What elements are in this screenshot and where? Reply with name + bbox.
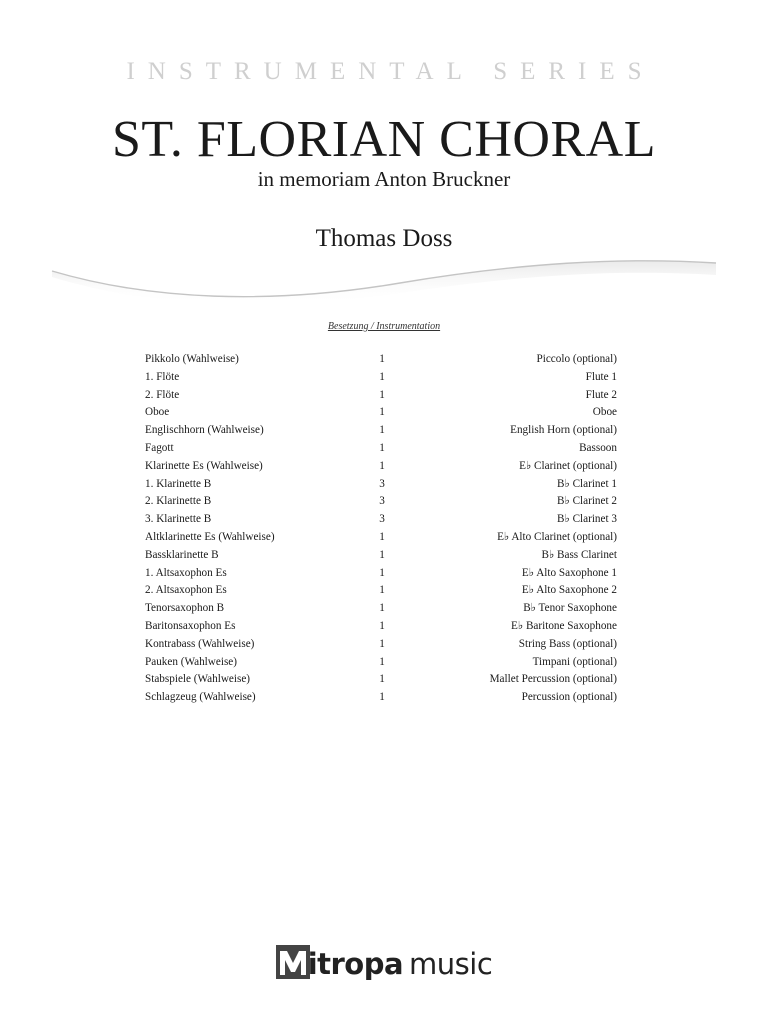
instrument-german: 1. Altsaxophon Es (145, 566, 227, 579)
instrument-german: Englischhorn (Wahlweise) (145, 424, 264, 437)
instrument-english: String Bass (optional) (518, 637, 617, 650)
instrument-row (145, 565, 617, 583)
instrument-count: 1 (379, 441, 385, 454)
instrument-english: Bassoon (579, 441, 617, 454)
instrumentation-list (145, 351, 617, 707)
instrument-count: 1 (379, 602, 385, 615)
instrument-english: English Horn (optional) (510, 424, 617, 437)
instrument-english: B♭ Clarinet 3 (557, 513, 617, 526)
instrument-count: 1 (379, 655, 385, 668)
instrument-german: 2. Flöte (145, 388, 180, 401)
instrument-english: B♭ Clarinet 2 (557, 495, 617, 508)
instrument-english: E♭ Clarinet (optional) (519, 459, 617, 472)
instrument-count: 1 (379, 691, 385, 704)
instrument-count: 1 (379, 388, 385, 401)
instrument-german: 1. Klarinette B (145, 477, 212, 490)
instrument-english: B♭ Bass Clarinet (541, 548, 617, 561)
instrument-row (145, 636, 617, 654)
instrument-german: Stabspiele (Wahlweise) (145, 673, 251, 686)
instrument-count: 1 (379, 566, 385, 579)
instrument-german: Schlagzeug (Wahlweise) (145, 691, 256, 704)
instrument-english: Mallet Percussion (optional) (489, 673, 617, 686)
instrument-english: E♭ Alto Clarinet (optional) (497, 530, 617, 543)
instrument-german: Oboe (145, 406, 170, 419)
instrument-german: Kontrabass (Wahlweise) (145, 637, 255, 650)
instrument-english: B♭ Tenor Saxophone (523, 602, 617, 615)
subtitle: in memoriam Anton Bruckner (257, 167, 511, 191)
instrument-row (145, 671, 617, 689)
instrument-german: 3. Klarinette B (145, 513, 212, 526)
instrumentation-heading: Besetzung / Instrumentation (327, 321, 441, 332)
instrument-german: 2. Altsaxophon Es (145, 584, 227, 597)
instrument-english: E♭ Alto Saxophone 1 (521, 566, 617, 579)
instrument-count: 1 (379, 353, 385, 365)
instrument-english: Flute 2 (585, 388, 617, 401)
instrument-count: 1 (379, 530, 385, 543)
instrument-german: Altklarinette Es (Wahlweise) (145, 530, 275, 543)
instrument-row (145, 547, 617, 565)
instrument-german: Fagott (145, 441, 174, 454)
instrument-row (145, 618, 617, 636)
instrument-german: Pikkolo (Wahlweise) (145, 353, 239, 365)
instrument-row (145, 600, 617, 618)
instrument-english: Flute 1 (585, 370, 617, 383)
logo-text (308, 947, 493, 981)
instrument-row (145, 351, 617, 369)
instrument-count: 1 (379, 637, 385, 650)
instrument-german: 2. Klarinette B (145, 495, 212, 508)
composer-name: Thomas Doss (315, 225, 453, 252)
instrument-row (145, 404, 617, 422)
instrument-row (145, 654, 617, 672)
instrument-german: Pauken (Wahlweise) (145, 655, 237, 668)
instrument-english: Oboe (592, 406, 617, 419)
instrument-row (145, 493, 617, 511)
instrument-row (145, 529, 617, 547)
instrument-count: 1 (379, 459, 385, 472)
instrument-english: E♭ Baritone Saxophone (511, 619, 617, 632)
page-title: ST. FLORIAN CHORAL (112, 111, 656, 168)
instrument-row (145, 422, 617, 440)
instrument-row (145, 476, 617, 494)
instrument-english: Piccolo (optional) (536, 353, 617, 365)
instrument-count: 1 (379, 548, 385, 561)
instrument-row (145, 582, 617, 600)
instrument-german: Bassklarinette B (145, 548, 219, 561)
instrument-row (145, 387, 617, 405)
instrument-english: B♭ Clarinet 1 (557, 477, 617, 490)
instrument-count: 3 (379, 477, 385, 490)
instrument-row (145, 689, 617, 707)
instrument-english: Percussion (optional) (521, 691, 617, 704)
instrument-count: 1 (379, 619, 385, 632)
instrument-row (145, 440, 617, 458)
instrument-count: 1 (379, 424, 385, 437)
instrument-german: Tenorsaxophon B (145, 602, 225, 615)
instrument-english: Timpani (optional) (532, 655, 617, 668)
publisher-logo (0, 945, 768, 981)
instrument-german: 1. Flöte (145, 370, 180, 383)
decorative-wave (0, 245, 768, 315)
instrument-count: 1 (379, 673, 385, 686)
logo-music: music (409, 947, 493, 981)
instrument-row (145, 369, 617, 387)
instrument-german: Klarinette Es (Wahlweise) (145, 459, 263, 472)
instrument-row (145, 458, 617, 476)
instrument-count: 3 (379, 495, 385, 508)
logo-word: itropa (307, 947, 404, 981)
mitropa-m-icon (276, 945, 310, 979)
instrument-count: 3 (379, 513, 385, 526)
instrument-count: 1 (379, 584, 385, 597)
series-label: INSTRUMENTAL SERIES (126, 58, 655, 85)
instrument-german: Baritonsaxophon Es (145, 619, 236, 632)
instrument-count: 1 (379, 370, 385, 383)
instrument-english: E♭ Alto Saxophone 2 (521, 584, 617, 597)
instrument-row (145, 511, 617, 529)
instrument-count: 1 (379, 406, 385, 419)
